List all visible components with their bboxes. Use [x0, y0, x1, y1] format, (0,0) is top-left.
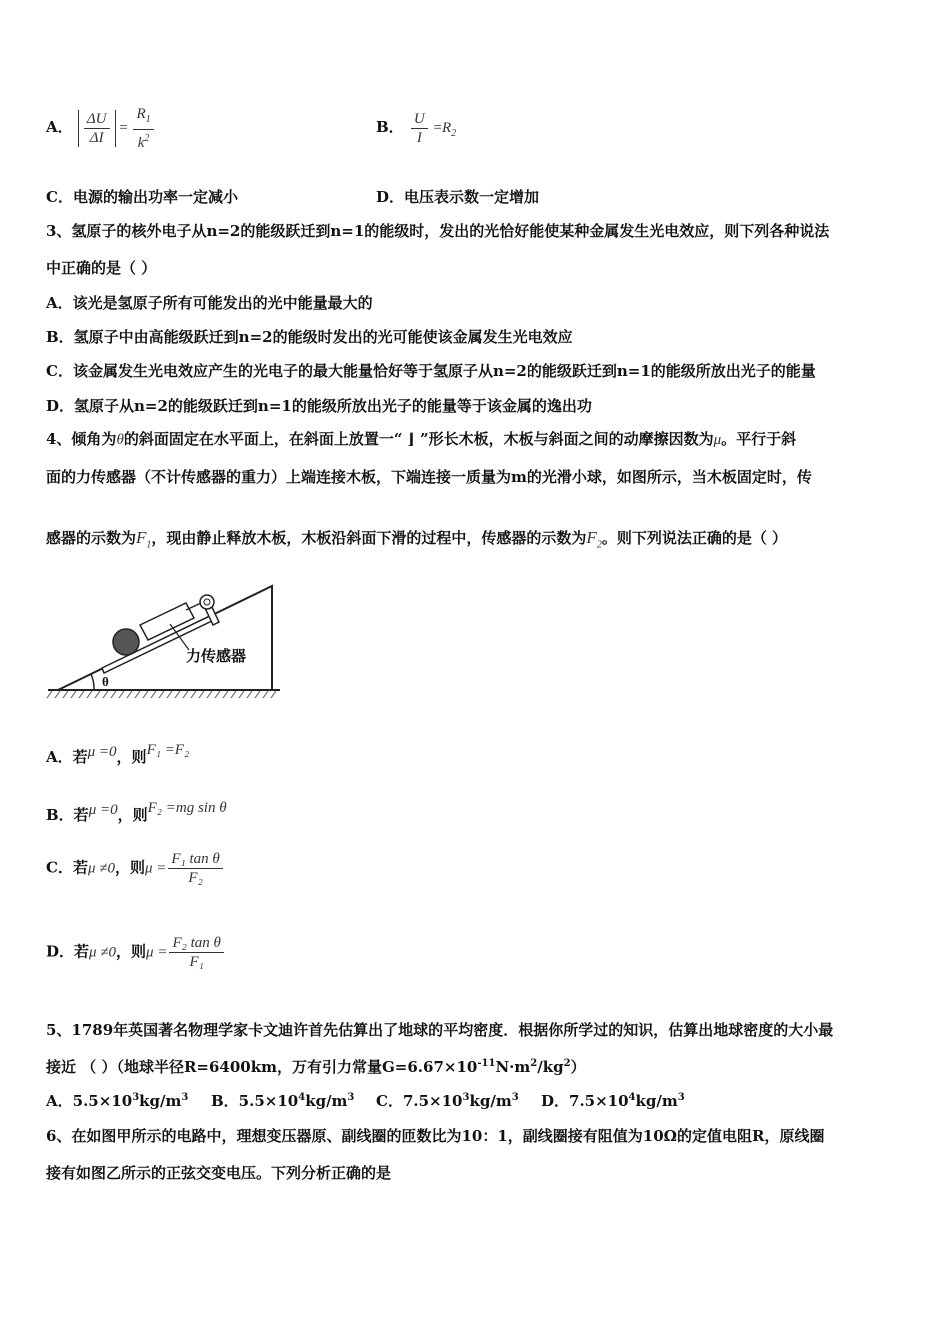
- q2-option-b-label: B．: [376, 117, 404, 136]
- q5-option-a: A．$5.5\times 10^3kg/m^3$: [46, 1092, 189, 1110]
- q2-option-b-formula: $\frac{U}{I}$ $=R_2$: [409, 120, 456, 136]
- q2-option-b: [376, 110, 456, 147]
- q5-option-b: B．$5.5\times 10^4kg/m^3$: [211, 1092, 355, 1110]
- q3-stem-line2: 中正确的是（ ）: [46, 259, 157, 277]
- q6-stem-line1: 6、在如图甲所示的电路中，理想变压器原、副线圈的匝数比为10：1，副线圈接有阻值为10Ω的定值电阻R，原线圈: [46, 1127, 825, 1145]
- q5-option-c: C．$7.5\times 10^3kg/m^3$: [376, 1092, 519, 1110]
- q2-option-a: [46, 105, 156, 152]
- q3-option-b: B．氢原子中由高能级跃迁到n=2的能级时发出的光可能使该金属发生光电效应: [46, 328, 573, 346]
- figure-angle-label: θ: [102, 674, 109, 689]
- q5-stem-line2: 接近 （ ）（地球半径R=6400km，万有引力常量$G=6.67\times 10^{-11}N\cdot m^2/kg^2$）: [46, 1058, 586, 1076]
- q3-option-d: D．氢原子从n=2的能级跃迁到n=1的能级所放出光子的能量等于该金属的逸出功: [46, 397, 592, 415]
- q2-option-a-label: A．: [46, 117, 73, 136]
- q5-stem-line1: 5、1789年英国著名物理学家卡文迪许首先估算出了地球的平均密度．根据你所学过的知识，估算出地球密度的大小最: [46, 1021, 834, 1039]
- incline-figure: [44, 570, 284, 705]
- q4-option-c: C．若μ ≠0，则μ = $\frac{\text{F₁ tan θ}}{\text{F₂}}$: [46, 850, 225, 887]
- q4-stem-line1: 4、倾角为θ的斜面固定在水平面上，在斜面上放置一“ ⌋ ”形长木板，木板与斜面之间的动摩擦因数为μ。平行于斜: [46, 430, 797, 448]
- q6-stem-line2: 接有如图乙所示的正弦交变电压。下列分析正确的是: [46, 1164, 392, 1182]
- q3-stem-line1: 3、氢原子的核外电子从n=2的能级跃迁到n=1的能级时，发出的光恰好能使某种金属发生光电效应，则下列各种说法: [46, 222, 830, 240]
- q4-option-b: B．若μ =0，则F₂ =mg sin θ: [46, 800, 227, 824]
- q2-option-d: D．电压表示数一定增加: [376, 188, 540, 206]
- q2-option-c: C．电源的输出功率一定减小: [46, 188, 238, 206]
- q4-stem-line3: 感器的示数为$F_1$，现由静止释放木板，木板沿斜面下滑的过程中，传感器的示数为$F_2$。则下列说法正确的是（ ）: [46, 528, 788, 551]
- q3-option-c: C．该金属发生光电效应产生的光电子的最大能量恰好等于氢原子从n=2的能级跃迁到n=1的能级所放出光子的能量: [46, 362, 816, 380]
- q3-option-a: A．该光是氢原子所有可能发出的光中能量最大的: [46, 294, 373, 312]
- q4-option-a: A．若μ =0，则F₁ =F₂: [46, 742, 190, 766]
- q5-option-d: D．$7.5\times 10^4kg/m^3$: [541, 1092, 685, 1110]
- q2-option-a-formula: $\frac{\Delta U}{\Delta I}$ = $\frac{R_1}{k^2}$: [78, 120, 156, 136]
- q4-option-d: D．若μ ≠0，则μ = $\frac{\text{F₂ tan θ}}{\text{F₁}}$: [46, 934, 226, 971]
- figure-sensor-label: 力传感器: [186, 647, 247, 665]
- q4-stem-line2: 面的力传感器（不计传感器的重力）上端连接木板，下端连接一质量为m的光滑小球，如图所示，当木板固定时，传: [46, 468, 812, 486]
